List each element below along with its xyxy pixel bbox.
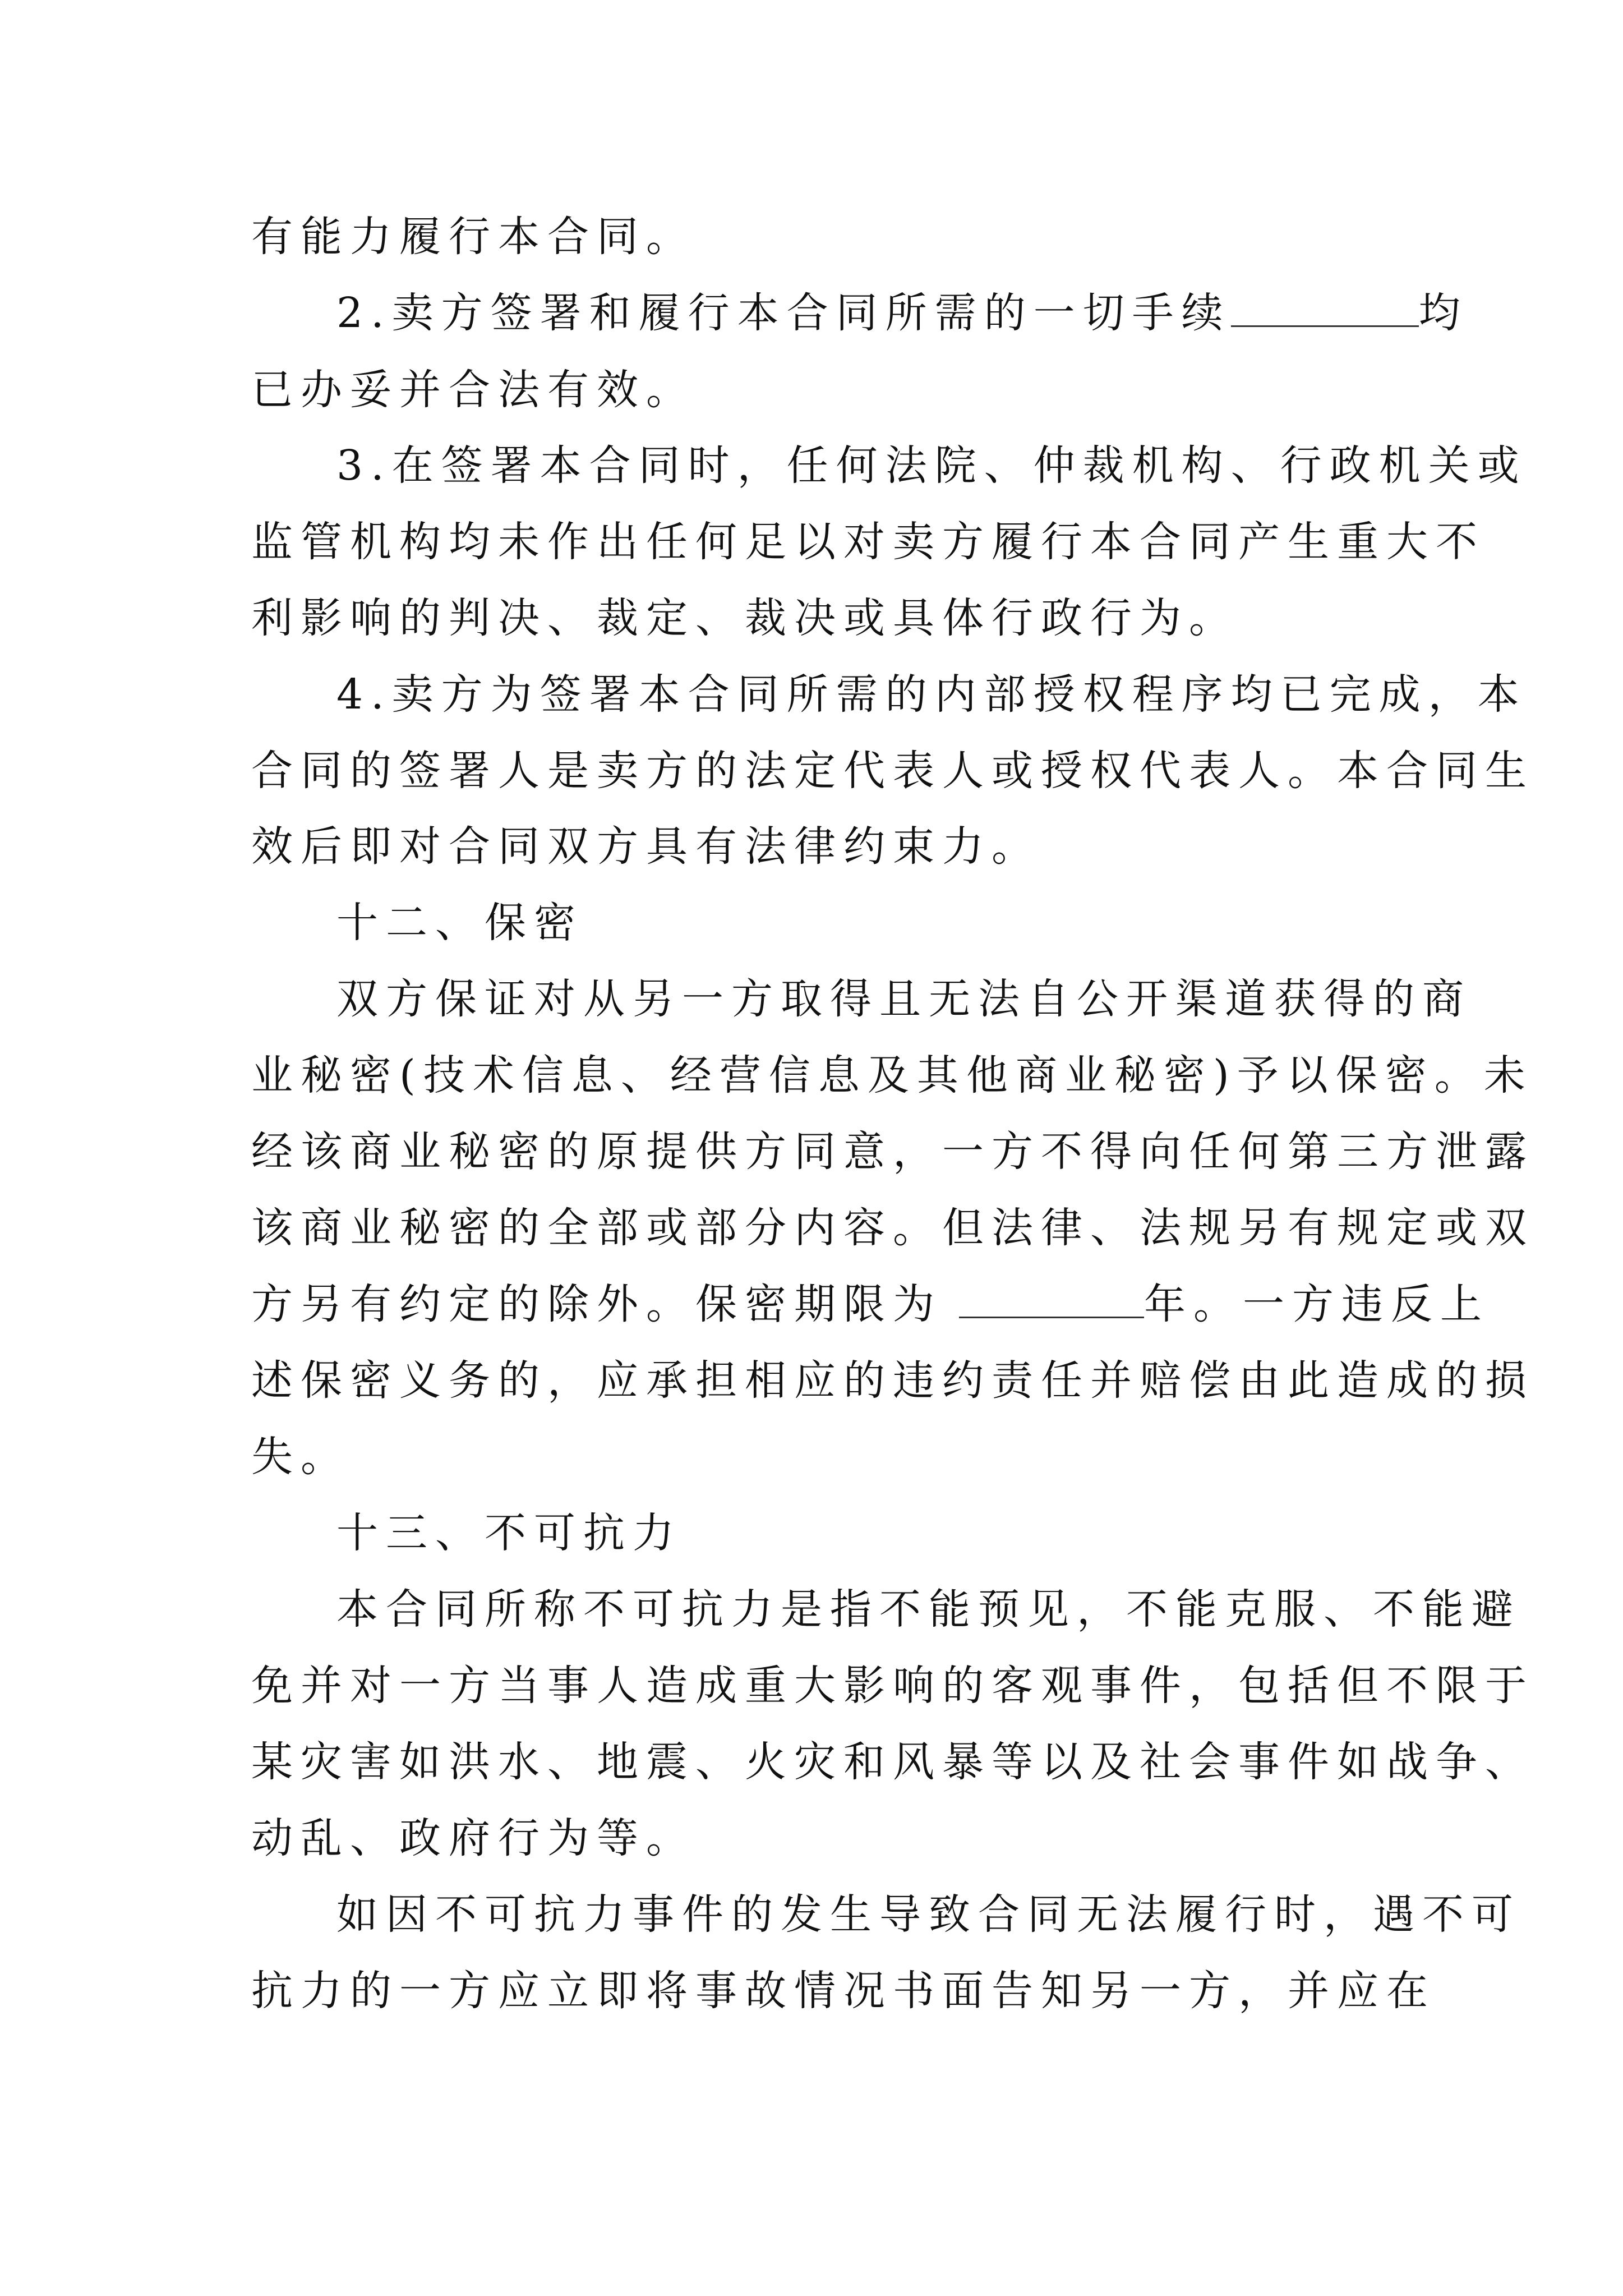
text-line: 3.在签署本合同时，任何法院、仲裁机构、行政机关或 bbox=[336, 441, 1527, 490]
text-line: 某灾害如洪水、地震、火灾和风暴等以及社会事件如战争、 bbox=[251, 1738, 1534, 1786]
text-line: 该商业秘密的全部或部分内容。但法律、法规另有规定或双 bbox=[251, 1204, 1534, 1252]
text-line: 已办妥并合法有效。 bbox=[251, 366, 695, 414]
fill-in-blank[interactable] bbox=[959, 1281, 1144, 1318]
text-line: 效后即对合同双方具有法律约束力。 bbox=[251, 822, 1041, 871]
text-line: 有能力履行本合同。 bbox=[251, 213, 695, 261]
text-line: 如因不可抗力事件的发生导致合同无法履行时，遇不可 bbox=[336, 1890, 1521, 1939]
text-line: 免并对一方当事人造成重大影响的客观事件，包括但不限于 bbox=[251, 1662, 1534, 1710]
text-span: 均 bbox=[1418, 289, 1468, 337]
text-span: 方另有约定的除外。保密期限为 bbox=[251, 1280, 942, 1328]
confidentiality-period-line bbox=[251, 1276, 1490, 1332]
text-line: 动乱、政府行为等。 bbox=[251, 1814, 695, 1862]
clause-2-line-1 bbox=[336, 285, 1468, 341]
fill-in-blank[interactable] bbox=[1231, 289, 1419, 327]
text-line: 经该商业秘密的原提供方同意，一方不得向任何第三方泄露 bbox=[251, 1128, 1534, 1176]
text-line: 利影响的判决、裁定、裁决或具体行政行为。 bbox=[251, 594, 1238, 642]
text-line: 4.卖方为签署本合同所需的内部授权程序均已完成，本 bbox=[336, 670, 1527, 719]
text-line: 合同的签署人是卖方的法定代表人或授权代表人。本合同生 bbox=[251, 747, 1534, 795]
section-heading: 十三、不可抗力 bbox=[336, 1509, 682, 1557]
text-line: 本合同所称不可抗力是指不能预见，不能克服、不能避 bbox=[336, 1585, 1521, 1634]
text-span: 2.卖方签署和履行本合同所需的一切手续 bbox=[336, 289, 1231, 337]
text-line: 失。 bbox=[251, 1433, 350, 1481]
section-heading: 十二、保密 bbox=[336, 899, 583, 947]
text-line: 抗力的一方应立即将事故情况书面告知另一方，并应在 bbox=[251, 1967, 1436, 2015]
text-line: 监管机构均未作出任何足以对卖方履行本合同产生重大不 bbox=[251, 518, 1485, 566]
text-line: 双方保证对从另一方取得且无法自公开渠道获得的商 bbox=[336, 975, 1472, 1023]
text-line: 述保密义务的，应承担相应的违约责任并赔偿由此造成的损 bbox=[251, 1356, 1534, 1405]
text-span: 年。一方违反上 bbox=[1144, 1280, 1490, 1328]
text-line: 业秘密(技术信息、经营信息及其他商业秘密)予以保密。未 bbox=[251, 1051, 1533, 1099]
